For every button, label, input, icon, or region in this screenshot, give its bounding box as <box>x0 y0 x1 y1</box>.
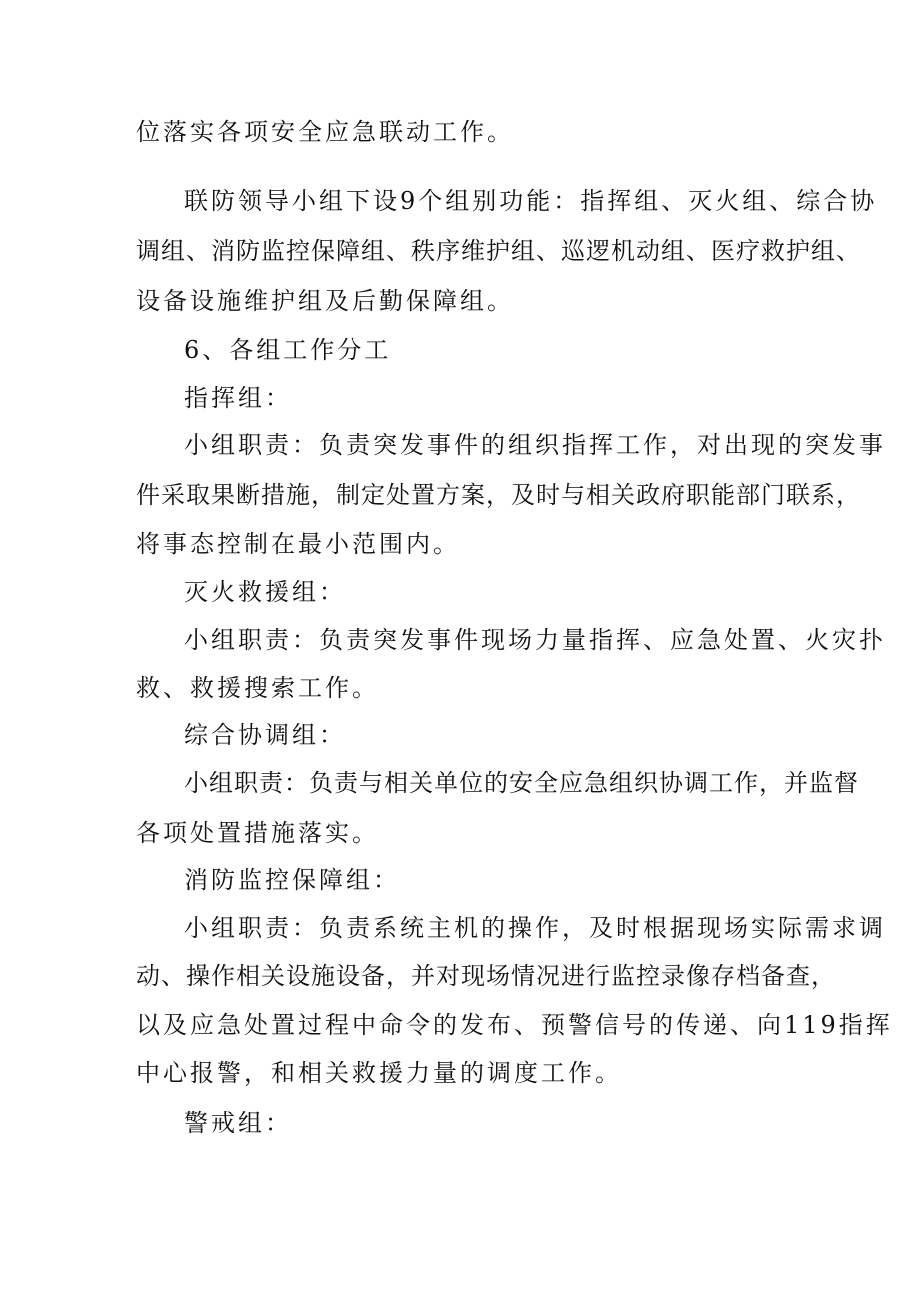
paragraph-line: 各项处置措施落实。 <box>136 819 379 847</box>
paragraph-line: 动、操作相关设施设备，并对现场情况进行监控录像存档备查， <box>136 962 836 990</box>
paragraph-line: 中心报警，和相关救援力量的调度工作。 <box>136 1059 622 1087</box>
paragraph-line: 联防领导小组下设9个组别功能：指挥组、灭火组、综合协 <box>184 187 878 215</box>
group-heading: 灭火救援组： <box>184 578 346 606</box>
section-heading: 6、各组工作分工 <box>184 336 392 364</box>
paragraph-line: 救、救援搜索工作。 <box>136 674 379 702</box>
paragraph-line: 以及应急处置过程中命令的发布、预警信号的传递、向119指挥 <box>136 1011 893 1039</box>
paragraph-line: 件采取果断措施，制定处置方案，及时与相关政府职能部门联系， <box>136 481 861 509</box>
paragraph-line: 小组职责：负责突发事件的组织指挥工作，对出现的突发事 <box>184 431 886 459</box>
group-heading: 警戒组： <box>184 1109 292 1137</box>
group-heading: 综合协调组： <box>184 721 346 749</box>
paragraph-line: 小组职责：负责与相关单位的安全应急组织协调工作，并监督 <box>184 769 859 797</box>
paragraph-line: 设备设施维护组及后勤保障组。 <box>136 287 514 315</box>
paragraph-line: 小组职责：负责系统主机的操作，及时根据现场实际需求调 <box>184 914 886 942</box>
paragraph-line: 将事态控制在最小范围内。 <box>136 530 460 558</box>
group-heading: 消防监控保障组： <box>184 866 400 894</box>
paragraph-line: 调组、消防监控保障组、秩序维护组、巡逻机动组、医疗救护组、 <box>136 237 861 265</box>
group-heading: 指挥组： <box>184 384 292 412</box>
paragraph-line: 小组职责：负责突发事件现场力量指挥、应急处置、火灾扑 <box>184 626 886 654</box>
paragraph-line: 位落实各项安全应急联动工作。 <box>136 118 514 146</box>
